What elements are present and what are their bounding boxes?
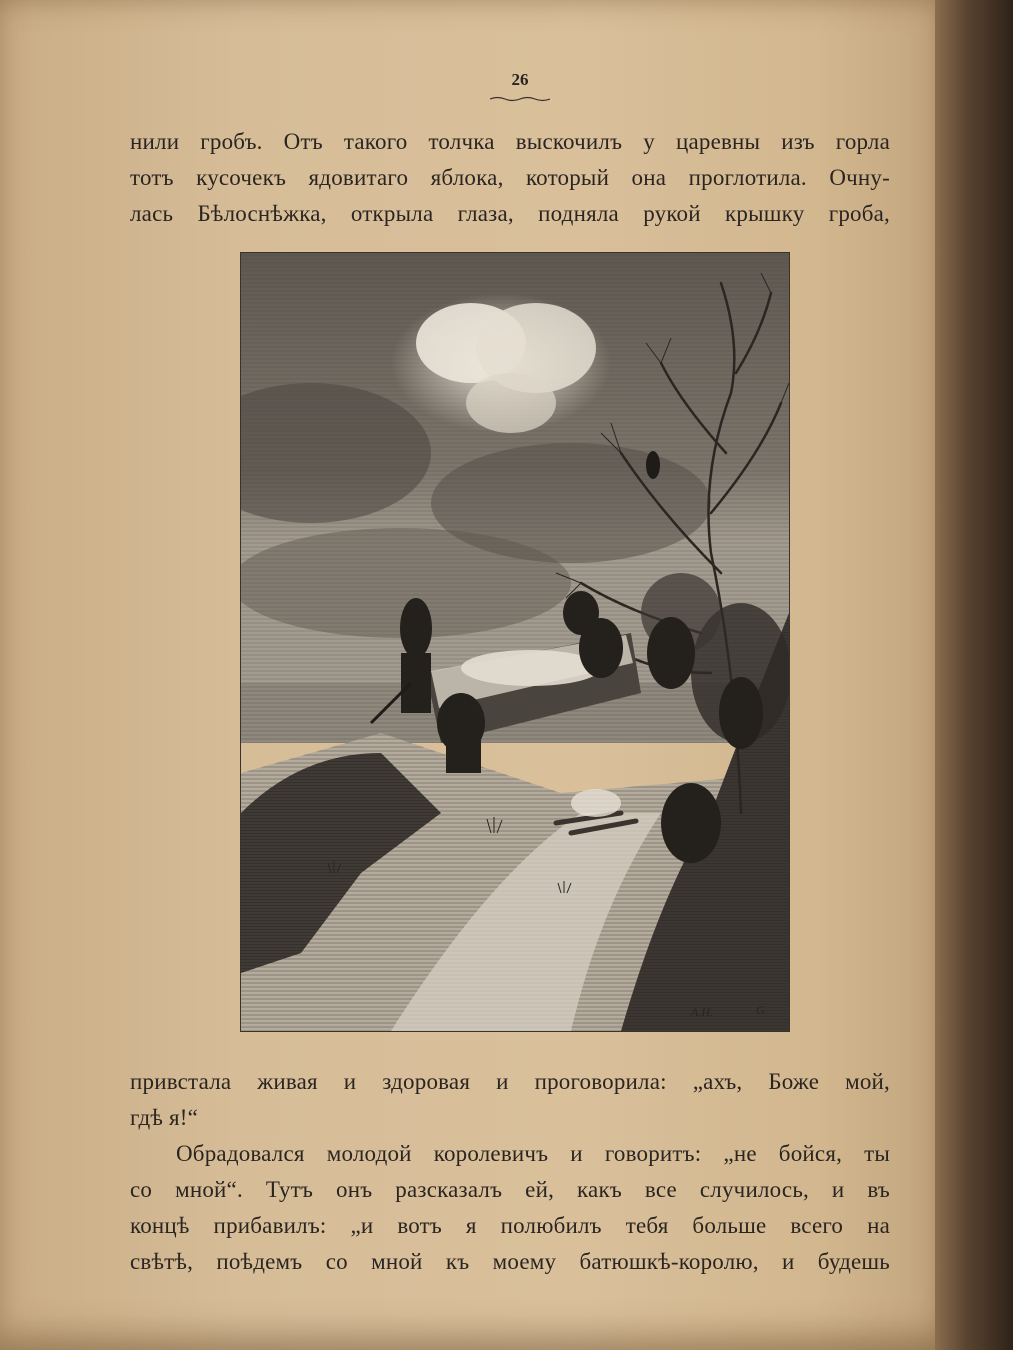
paragraph <box>130 1136 890 1280</box>
text-line: свѣтѣ, поѣдемъ со мной къ моему батюшкѣ-королю, и будешь <box>130 1249 890 1274</box>
text-line: нили гробъ. Отъ такого толчка выскочилъ у царевны изъ горла <box>130 129 890 154</box>
artist-signature-left: A.H. <box>691 1005 713 1019</box>
text-line: привстала живая и здоровая и проговорила: „ахъ, Боже мой, <box>130 1069 890 1094</box>
text-line: тотъ кусочекъ ядовитаго яблока, который она проглотила. Очну- <box>130 165 890 190</box>
bottom-text <box>130 1064 890 1280</box>
text-line: со мной“. Тутъ онъ разсказалъ ей, какъ все случилось, и въ <box>130 1177 890 1202</box>
top-paragraph <box>130 124 890 232</box>
book-binding-edge <box>935 0 1013 1350</box>
text-line: Обрадовался молодой королевичъ и говоритъ: „не бойся, ты <box>176 1141 890 1166</box>
text-line: концѣ прибавилъ: „и вотъ я полюбилъ тебя больше всего на <box>130 1213 890 1238</box>
text-line: лась Бѣлоснѣжка, открыла глаза, подняла рукой крышку гроба, <box>130 201 890 226</box>
text-line: гдѣ я!“ <box>130 1105 199 1130</box>
paragraph <box>130 1064 890 1136</box>
artist-signature-right: G <box>756 1003 765 1017</box>
page-number-ornament <box>490 96 550 102</box>
engraving-illustration <box>240 252 790 1032</box>
page-number: 26 <box>511 70 529 89</box>
